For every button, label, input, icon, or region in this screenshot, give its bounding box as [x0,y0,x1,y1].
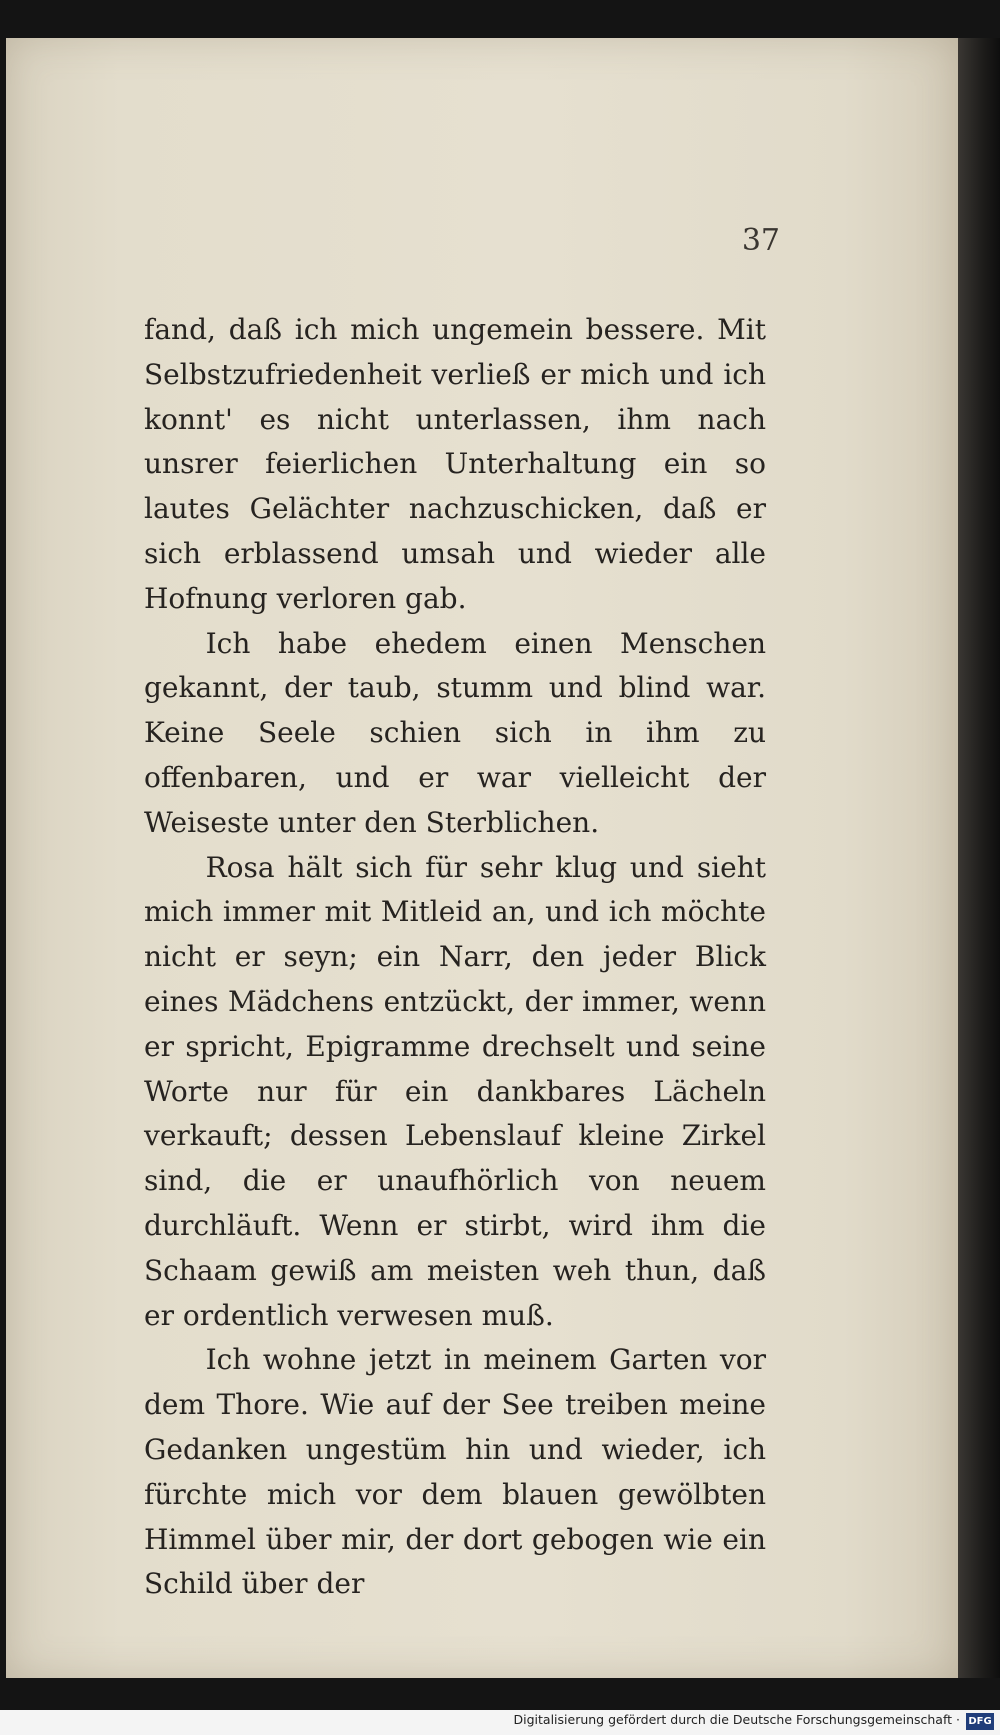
page-number: 37 [741,223,780,258]
paragraph: fand, daß ich mich ungemein bessere. Mit Selbstzufriedenheit verließ er mich und ich konnt' es nicht unterlassen, ihm nach unsrer feierlichen Unterhaltung ein so lautes Gelächter nachzuschicken, daß er sich erblassend umsah und wieder alle Hofnung verloren gab. [144,313,766,615]
footer-bar [0,1710,1000,1735]
paragraph: Ich habe ehedem einen Menschen gekannt, der taub, stumm und blind war. Keine Seele schien sich in ihm zu offenbaren, und er war vielleicht der Weiseste unter den Sterblichen. [144,626,766,839]
paragraph: Ich wohne jetzt in meinem Garten vor dem Thore. Wie auf der See treiben meine Gedanken ungestüm hin und wieder, ich fürchte mich vor dem blauen gewölbten Himmel über mir, der dort gebogen wie ein Schild über der [144,1343,766,1601]
book-page [6,38,958,1678]
dfg-logo: DFG [966,1713,994,1730]
paragraph: Rosa hält sich für sehr klug und sieht mich immer mit Mitleid an, und ich möchte nicht er seyn; ein Narr, den jeder Blick eines Mädchens entzückt, der immer, wenn er spricht, Epigramme drechselt und seine Worte nur für ein dankbares Lächeln verkauft; dessen Lebenslauf kleine Zirkel sind, die er unaufhörlich von neuem durchläuft. Wenn er stirbt, wird ihm die Schaam gewiß am meisten weh thun, daß er ordentlich verwesen muß. [144,850,766,1332]
book-edge [958,38,1000,1678]
funding-credit: Digitalisierung gefördert durch die Deutsche Forschungsgemeinschaft · [513,1712,960,1727]
body-text [144,308,766,1607]
